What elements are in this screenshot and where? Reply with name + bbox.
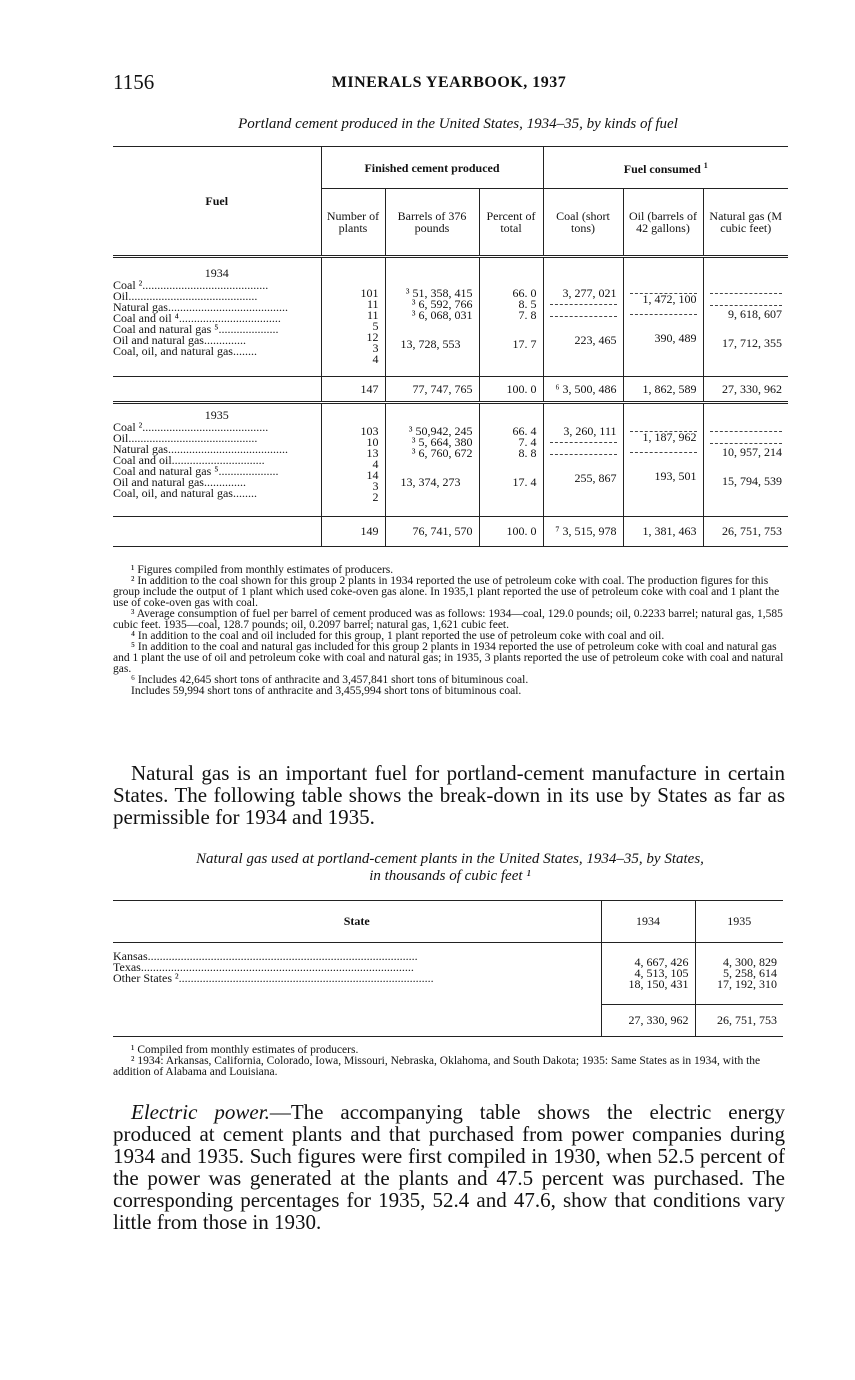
state-header: State <box>113 901 601 943</box>
col-header-barrels: Barrels of 376 pounds <box>385 189 479 257</box>
total-percent: 100. 0 <box>479 377 543 403</box>
oil-cell: 1, 187, 962 193, 501 <box>623 403 703 517</box>
footnote: ⁵ In addition to the coal and natural gas included for this group 2 plants in 1934 reported the use of petroleum coke with coal and natural gas and 1 plant the use of oil and petroleum coke with coal and natural gas; in 1935, 3 plants reported the use of petroleum coke with coal and natural gas. <box>113 641 784 675</box>
footnote: ¹ Figures compiled from monthly estimates of producers. <box>131 564 394 576</box>
stub-row: Oil and natural gas.............. <box>113 475 246 489</box>
group-header-fuel: Fuel consumed $^1$ <box>543 147 788 189</box>
footnote: ² In addition to the coal shown for this group 2 plants in 1934 reported the use of petroleum coke with coal. The production figures for this group include the output of 1 plant which used coke-oven gas alone. In 1935,1 plant reported the use of petroleum coke with coal and 1 plant the use of coke-oven gas with coal. <box>113 575 780 609</box>
col-header-coal: Coal (short tons) <box>543 189 623 257</box>
group-header-finished: Finished cement produced <box>321 147 543 189</box>
state-stub <box>113 943 601 1005</box>
fuel-table <box>113 146 788 547</box>
stub-row: Coal and oil ⁴.................................. <box>113 311 281 325</box>
col-header-1934: 1934 <box>601 901 695 943</box>
stub-row: Oil........................................... <box>113 431 258 445</box>
col-header-1935: 1935 <box>695 901 783 943</box>
table1-footnotes <box>113 565 785 697</box>
total-percent: 100. 0 <box>479 517 543 547</box>
col-header-gas: Natural gas (M cubic feet) <box>703 189 788 257</box>
gas-cell: 10, 957, 214 15, 794, 539 <box>703 403 788 517</box>
total-oil: 1, 862, 589 <box>623 377 703 403</box>
state-row: Other States ²..................................................................................... <box>113 971 434 985</box>
values-1935: 4, 300, 829 5, 258, 614 17, 192, 310 <box>695 943 783 1005</box>
total-coal: ⁶ 3, 500, 486 <box>543 377 623 403</box>
table1-caption: Portland cement produced in the United States, 1934–35, by kinds of fuel <box>238 116 678 132</box>
running-header <box>113 70 785 100</box>
total-gas: 27, 330, 962 <box>703 377 788 403</box>
total-plants: 149 <box>321 517 385 547</box>
col-header-oil: Oil (barrels of 42 gallons) <box>623 189 703 257</box>
percent-cell: 66. 4 7. 4 8. 8 17. 4 <box>479 403 543 517</box>
percent-cell: 66. 0 8. 5 7. 8 17. 7 <box>479 257 543 377</box>
stub-row: Coal ².......................................... <box>113 420 269 434</box>
stub-row: Natural gas........................................ <box>113 442 288 456</box>
footnote: ² 1934: Arkansas, California, Colorado, Iowa, Missouri, Nebraska, Oklahoma, and South Dakota; 1935: Same States as in 1934, with the addition of Alabama and Louisiana. <box>113 1055 761 1078</box>
values-1934: 4, 667, 426 4, 513, 105 18, 150, 431 <box>601 943 695 1005</box>
col-header-percent: Percent of total <box>479 189 543 257</box>
paragraph-natural-gas: Natural gas is an important fuel for portland-cement manufacture in certain States. The following table shows the break-down in its use by States as far as permissible for 1934 and 1935. <box>113 761 785 829</box>
footnote: ¹ Compiled from monthly estimates of producers. <box>131 1044 359 1056</box>
page-number: 1156 <box>113 70 155 94</box>
coal-cell: 3, 260, 111 255, 867 <box>543 403 623 517</box>
total-barrels: 77, 747, 765 <box>385 377 479 403</box>
stub-row: Oil and natural gas.............. <box>113 333 246 347</box>
table2-footnotes <box>113 1045 785 1078</box>
barrels-cell: ³ 51, 358, 415 ³ 6, 592, 766 ³ 6, 068, 031 13, 728, 553 <box>385 257 479 377</box>
year-label: 1934 <box>204 266 229 280</box>
stub-row: Coal, oil, and natural gas........ <box>113 486 257 500</box>
stub-row: Coal, oil, and natural gas........ <box>113 344 257 358</box>
natural-gas-table <box>113 900 783 1037</box>
footnote: ⁶ Includes 42,645 short tons of anthracite and 3,457,841 short tons of bituminous coal. <box>131 674 529 686</box>
col-header-plants: Number of plants <box>321 189 385 257</box>
total-plants: 147 <box>321 377 385 403</box>
total-1934: 27, 330, 962 <box>601 1005 695 1037</box>
stub-row: Oil........................................... <box>113 289 258 303</box>
stub-row: Coal and natural gas ⁵.................... <box>113 464 279 478</box>
footnote: ⁴ In addition to the coal and oil included for this group, 1 plant reported the use of petroleum coke with coal and oil. <box>131 630 665 642</box>
plants-cell: 103 10 13 4 14 3 2 <box>321 403 385 517</box>
state-row: Texas........................................................................................... <box>113 960 414 974</box>
oil-cell: 1, 472, 100 390, 489 <box>623 257 703 377</box>
running-title: MINERALS YEARBOOK, 1937 <box>331 74 567 91</box>
year-label: 1935 <box>204 408 229 422</box>
plants-cell: 101 11 11 5 12 3 4 <box>321 257 385 377</box>
table2-caption: Natural gas used at portland-cement plants in the United States, 1934–35, by States, in thousands of cubic feet ¹ <box>196 851 704 884</box>
stub-row: Coal and oil............................... <box>113 453 265 467</box>
total-coal: ⁷ 3, 515, 978 <box>543 517 623 547</box>
coal-cell: 3, 277, 021 223, 465 <box>543 257 623 377</box>
footnote: ³ Average consumption of fuel per barrel of cement produced was as follows: 1934—coal, 129.0 pounds; oil, 0.2233 barrel; natural gas, 1,585 cubic feet. 1935—coal, 128.7 pounds; oil, 0.2097 barrel; natural gas, 1,621 cubic feet. <box>113 608 783 631</box>
total-barrels: 76, 741, 570 <box>385 517 479 547</box>
stub-block-1934 <box>113 257 321 377</box>
paragraph-electric-power: Electric power.—The accompanying table shows the electric energy produced at cement plants and that purchased from power companies during 1934 and 1935. Such figures were first compiled in 1930, when 52.5 percent of the power was generated at the plants and 47.5 percent was purchased. The corresponding percentages for 1935, 52.4 and 47.6, show that conditions vary little from those in 1930. <box>113 1100 785 1234</box>
barrels-cell: ³ 50,942, 245 ³ 5, 664, 380 ³ 6, 760, 672 13, 374, 273 <box>385 403 479 517</box>
footnote: Includes 59,994 short tons of anthracite and 3,455,994 short tons of bituminous coal. <box>131 685 522 697</box>
stub-row: Natural gas........................................ <box>113 300 288 314</box>
stub-block-1935 <box>113 403 321 517</box>
gas-cell: 9, 618, 607 17, 712, 355 <box>703 257 788 377</box>
stub-row: Coal and natural gas ⁵.................... <box>113 322 279 336</box>
stub-header: Fuel <box>113 147 321 257</box>
section-lead: Electric power. <box>131 1100 270 1124</box>
total-gas: 26, 751, 753 <box>703 517 788 547</box>
total-1935: 26, 751, 753 <box>695 1005 783 1037</box>
total-oil: 1, 381, 463 <box>623 517 703 547</box>
stub-row: Coal ².......................................... <box>113 278 269 292</box>
state-row: Kansas.......................................................................................... <box>113 949 418 963</box>
